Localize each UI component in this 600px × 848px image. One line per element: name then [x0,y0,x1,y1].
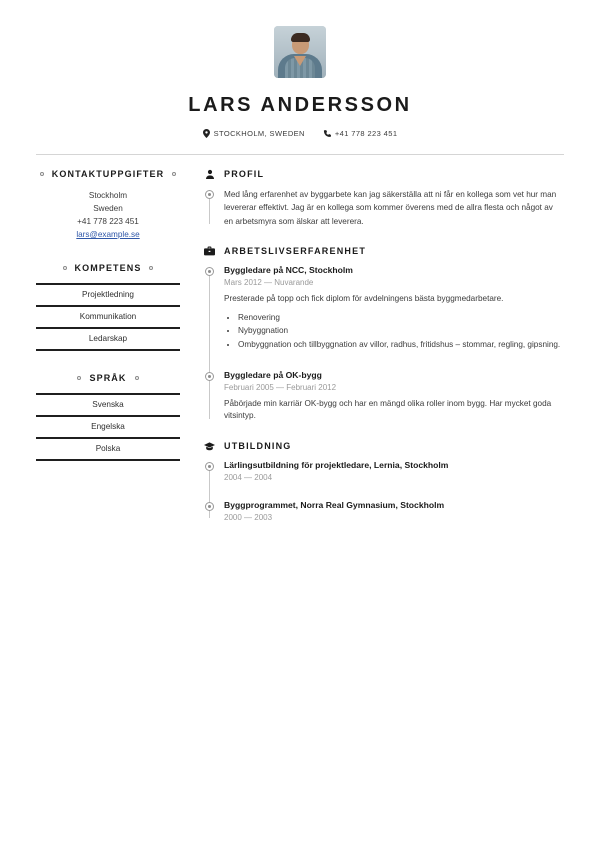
header-phone-label: +41 778 223 451 [334,129,398,138]
sidebar-heading-contact-label: KONTAKTUPPGIFTER [51,169,165,179]
sidebar-section-languages [36,373,180,461]
contact-email[interactable] [36,228,180,241]
entry-date: 2004 — 2004 [224,473,273,483]
timeline-marker [205,502,214,511]
diamond-dot-icon [40,172,44,176]
list-item: Engelska [36,417,180,439]
section-heading-profile [204,169,564,179]
sidebar-heading-languages [36,373,180,383]
section-education [204,441,564,522]
entry-text: Påbörjade min karriär OK-bygg och har en mängd olika roller inom bygg. Har mycket goda vitsintyp. [224,398,552,421]
sidebar-section-contact [36,169,180,241]
header-location [203,129,305,138]
list-item: Polska [36,439,180,461]
profile-text: Med lång erfarenhet av byggarbete kan jag säkerställa att ni får en kollega som vet hur man levererar effektivt. Jag är en kollega som kommer överens med de allra flesta och något av en arbetsmyra som älskar att leverera. [224,190,557,226]
contact-city: Stockholm [88,191,128,200]
entry-date: 2000 — 2003 [224,513,273,523]
list-item: • Ombyggnation och tillbyggnation av villor, radhus, fritidshus – stommar, regling, gipsning. [238,339,564,352]
phone-icon [323,130,331,138]
timeline-marker [205,462,214,471]
diamond-dot-icon [77,376,81,380]
skills-list [36,283,180,351]
timeline-line [209,269,210,419]
section-heading-education-label: UTBILDNING [224,441,292,452]
diamond-dot-icon [63,266,67,270]
contact-country: Sweden [93,204,123,213]
entry-text: Presterade på topp och fick diplom för avdelningens bästa byggmedarbetare. [224,293,504,303]
profile-timeline [204,188,564,228]
timeline-marker [205,267,214,276]
section-heading-profile-label: PROFIL [224,169,265,179]
experience-entry [224,370,564,423]
section-heading-education [204,441,564,451]
experience-timeline [204,265,564,423]
graduation-cap-icon [204,442,215,451]
contact-email-link[interactable]: lars@example.se [76,230,140,239]
entry-date: Mars 2012 — Nuvarande [224,277,314,287]
list-item: Svenska [36,393,180,417]
header-contact-line [36,129,564,138]
section-experience [204,246,564,423]
map-pin-icon [203,129,210,138]
user-icon [204,169,215,179]
list-item: Ledarskap [36,329,180,351]
diamond-dot-icon [135,376,139,380]
header-phone [323,129,398,138]
avatar [274,26,326,78]
photo-hair [291,33,310,42]
list-item: • Renovering [238,312,564,325]
main-content [196,169,564,540]
list-item: • Nybyggnation [238,325,564,338]
header-location-label: STOCKHOLM, SWEDEN [213,129,305,138]
section-heading-experience-label: ARBETSLIVSERFARENHET [224,245,367,256]
sidebar-section-skills [36,263,180,351]
resume-header [36,26,564,138]
sidebar [36,169,196,540]
section-profile [204,169,564,228]
sidebar-heading-skills-label: KOMPETENS [74,263,142,273]
resume-body [36,155,564,540]
entry-title: Byggprogrammet, Norra Real Gymnasium, Stockholm [224,500,445,511]
timeline-marker [205,372,214,381]
sidebar-heading-languages-label: SPRÅK [89,373,127,383]
languages-list [36,393,180,461]
experience-entry [224,265,564,352]
entry-bullets [238,312,564,352]
sidebar-spacer [36,241,180,263]
timeline-marker [205,190,214,199]
education-timeline [204,460,564,522]
entry-title: Byggledare på NCC, Stockholm [224,264,353,275]
education-entry [224,500,564,522]
briefcase-icon [204,246,215,256]
entry-title: Byggledare på OK-bygg [224,369,322,380]
list-item: Projektledning [36,283,180,307]
entry-date: Februari 2005 — Februari 2012 [224,382,337,392]
education-entry [224,460,564,482]
entry-title: Lärlingsutbildning för projektledare, Lernia, Stockholm [224,460,449,471]
section-heading-experience [204,246,564,256]
page-title: LARS ANDERSSON [188,94,412,116]
contact-phone: +41 778 223 451 [77,217,139,226]
diamond-dot-icon [149,266,153,270]
profile-entry [224,188,564,228]
diamond-dot-icon [172,172,176,176]
list-item: Kommunikation [36,307,180,329]
sidebar-heading-contact [36,169,180,179]
sidebar-spacer [36,351,180,373]
sidebar-heading-skills [36,263,180,273]
